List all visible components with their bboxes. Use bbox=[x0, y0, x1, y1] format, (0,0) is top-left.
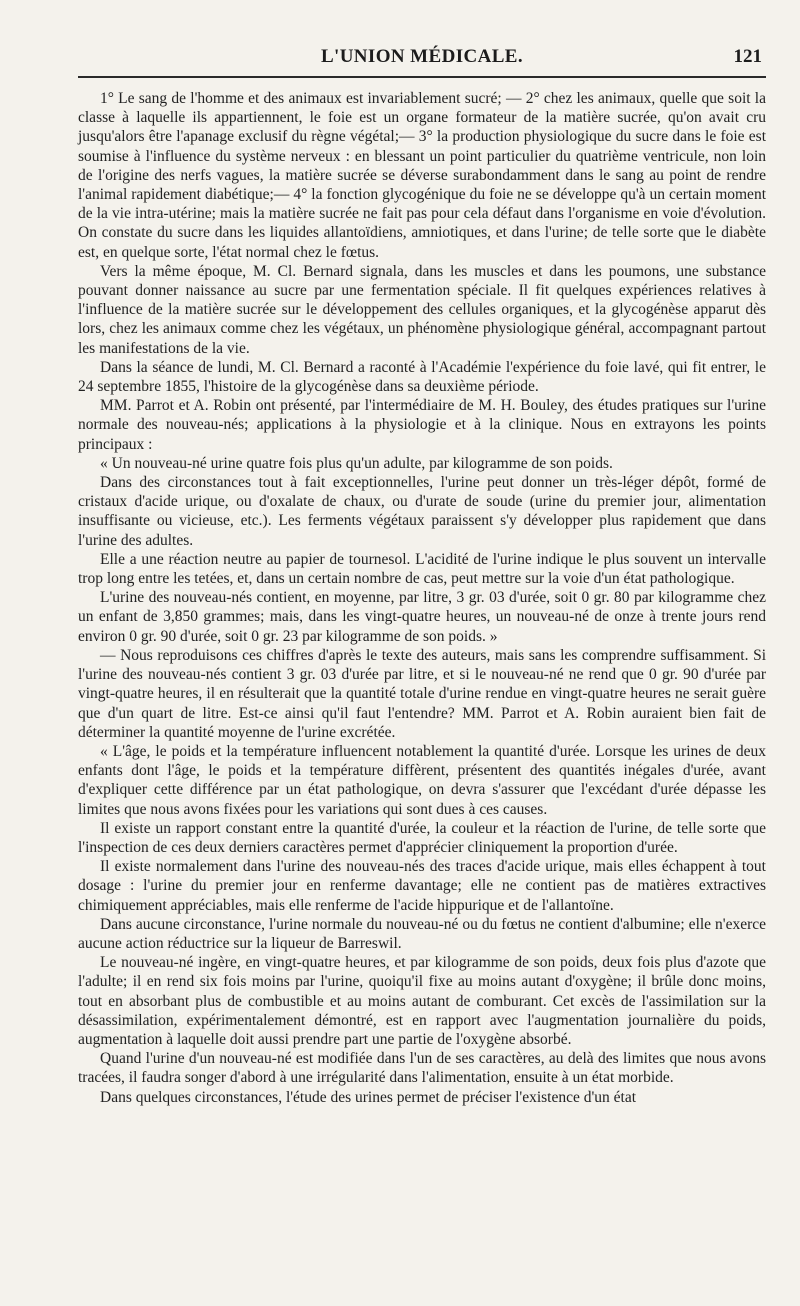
page-number: 121 bbox=[733, 46, 762, 67]
article-body bbox=[78, 89, 766, 1107]
paragraph: Il existe un rapport constant entre la quantité d'urée, la couleur et la réaction de l'urine, de telle sorte que l'inspection de ces deux derniers caractères permet d'apprécier cliniquement la proportion d'urée. bbox=[78, 819, 766, 856]
paragraph: Vers la même époque, M. Cl. Bernard signala, dans les muscles et dans les poumons, une substance pouvant donner naissance au sucre par une fermentation spéciale. Il fit quelques expériences relatives à l'influence de la matière sucrée sur le développement des cellules organiques, et la glycogénèse apparut dès lors, chez les animaux comme chez les végétaux, un phénomène physiologique général, accompagnant partout les manifestations de la vie. bbox=[78, 262, 766, 357]
paragraph: Dans la séance de lundi, M. Cl. Bernard a raconté à l'Académie l'expérience du foie lavé, qui fit entrer, le 24 septembre 1855, l'histoire de la glycogénèse dans sa deuxième période. bbox=[78, 358, 766, 396]
paragraph: Elle a une réaction neutre au papier de tournesol. L'acidité de l'urine indique le plus souvent un intervalle trop long entre les tetées, et, dans un certain nombre de cas, peut mettre sur la voie d'un état pathologique. bbox=[78, 550, 766, 588]
page-header bbox=[78, 46, 766, 74]
paragraph: L'urine des nouveau-nés contient, en moyenne, par litre, 3 gr. 03 d'urée, soit 0 gr. 80 par kilogramme chez un enfant de 3,850 grammes; mais, dans les vingt-quatre heures, un nouveau-né de onze à trente jours rend environ 0 gr. 90 d'urée, soit 0 gr. 23 par kilogramme de son poids. » bbox=[78, 589, 766, 645]
paragraph: 1° Le sang de l'homme et des animaux est invariablement sucré; — 2° chez les animaux, quelle que soit la classe à laquelle ils appartiennent, le foie est un organe formateur de la matière sucrée, qu'on avait cru jusqu'alors être l'apanage exclusif du règne végétal;— 3° la production physiologique du sucre dans le foie est soumise à l'influence du système nerveux : en blessant un point particulier du quatrième ventricule, non loin de l'origine des nerfs vagues, la matière sucrée se déverse surabondamment dans le sang au point de rendre l'animal rapidement diabétique;— 4° la fonction glycogénique du foie ne se développe qu'à un certain moment de la vie intra-utérine; mais la matière sucrée ne fait pas pour cela défaut dans l'organisme en voie d'évolution. On constate du sucre dans les liquides allantoïdiens, amniotiques, et dans l'urine; de telle sorte que le diabète est, en quelque sorte, l'état normal chez le fœtus. bbox=[78, 90, 766, 261]
paragraph: « L'âge, le poids et la température influencent notablement la quantité d'urée. Lorsque les urines de deux enfants dont l'âge, le poids et la température diffèrent, présentent des quantités inégales d'urée, avant d'expliquer cette différence par un état pathologique, on devra s'assurer que l'excédant d'urée dépasse les limites que nous avons fixées pour les variations qui sont dues à ces causes. bbox=[78, 742, 766, 818]
paragraph: « Un nouveau-né urine quatre fois plus qu'un adulte, par kilogramme de son poids. bbox=[100, 454, 613, 472]
paragraph: — Nous reproduisons ces chiffres d'après le texte des auteurs, mais sans les comprendre suffisamment. Si l'urine des nouveau-nés contient 3 gr. 03 d'urée par litre, et si le nouveau-né ne rend que 0 gr. 90 d'urée par vingt-quatre heures, il en résulterait que la quantité totale d'urine rendue en vingt-quatre heures ne serait guère que d'un quart de litre. Est-ce ainsi qu'il faut l'entendre? MM. Parrot et A. Robin auraient bien fait de déterminer la quantité moyenne de l'urine excrétée. bbox=[78, 646, 766, 741]
running-head: L'UNION MÉDICALE. bbox=[320, 46, 524, 67]
paragraph: Dans aucune circonstance, l'urine normale du nouveau-né ou du fœtus ne contient d'albumine; elle n'exerce aucune action réductrice sur la liqueur de Barreswil. bbox=[78, 915, 766, 952]
paragraph: MM. Parrot et A. Robin ont présenté, par l'intermédiaire de M. H. Bouley, des études pratiques sur l'urine normale des nouveau-nés; applications à la physiologie et à la clinique. Nous en extrayons les points principaux : bbox=[78, 397, 766, 453]
paragraph: Quand l'urine d'un nouveau-né est modifiée dans l'un de ses caractères, au delà des limites que nous avons tracées, il faudra songer d'abord à une irrégularité dans l'alimentation, ensuite à un état morbide. bbox=[78, 1050, 766, 1087]
paragraph: Dans des circonstances tout à fait exceptionnelles, l'urine peut donner un très-léger dépôt, formé de cristaux d'acide urique, ou d'oxalate de chaux, ou d'urate de soude (urine du premier jour, alimentation insuffisante ou vicieuse, etc.). Les ferments végétaux paraissent s'y développer plus rapidement que dans l'urine des adultes. bbox=[78, 474, 766, 549]
paragraph: Dans quelques circonstances, l'étude des urines permet de préciser l'existence d'un état bbox=[100, 1088, 637, 1106]
paragraph: Il existe normalement dans l'urine des nouveau-nés des traces d'acide urique, mais elles échappent à tout dosage : l'urine du premier jour en renferme davantage; elle ne contient pas de matières extractives chimiquement appréciables, mais elle renferme de l'acide hippurique et de l'allantoïne. bbox=[78, 858, 766, 914]
paragraph: Le nouveau-né ingère, en vingt-quatre heures, et par kilogramme de son poids, deux fois plus d'azote que l'adulte; il en rend six fois moins par l'urine, quoiqu'il fixe au moins autant d'oxygène; il brûle donc moins, tout en absorbant plus de combustible et au moins autant de comburant. Cet excès de l'assimilation sur la désassimilation, expérimentalement démontré, est en rapport avec l'augmentation journalière du poids, augmentation à laquelle doit aussi prendre part une partie de l'oxygène absorbé. bbox=[78, 954, 766, 1048]
header-rule bbox=[78, 76, 766, 78]
